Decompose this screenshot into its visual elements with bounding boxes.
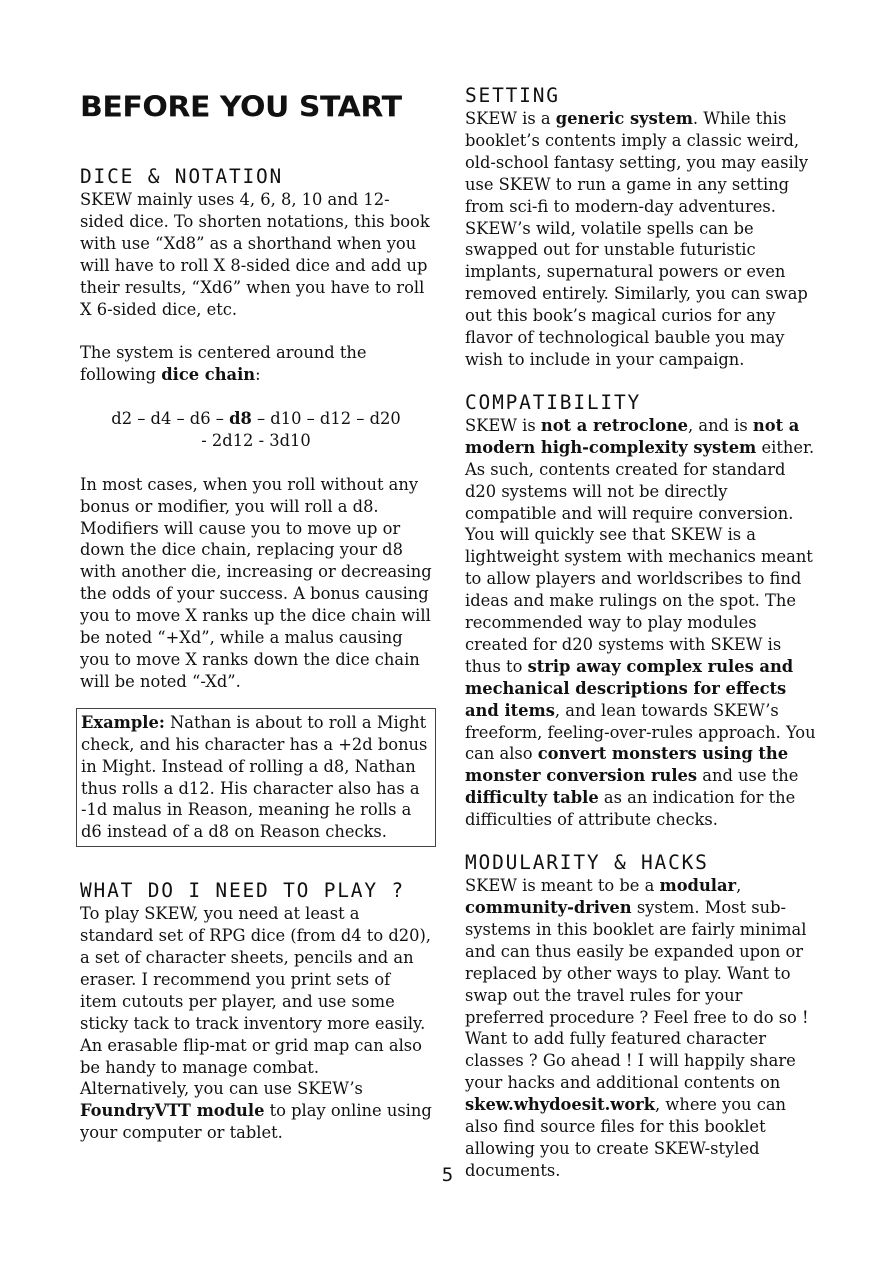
text-run: to play online using your computer or tablet. bbox=[80, 1101, 432, 1143]
text-run: system. Most sub-systems in this booklet are fairly minimal and can thus easily be expanded upon or replaced by other ways to play. Want to swap out the travel rules for your preferred procedure ? Feel free to do so ! Want to add fully featured character classes ? Go ahead ! I will happily share your hacks and additional contents on bbox=[465, 898, 809, 1093]
text-run: , and is bbox=[688, 415, 753, 435]
website-link-text: skew.whydoesit.work bbox=[465, 1095, 656, 1115]
text-run: To play SKEW, you need at least a standard set of RPG dice (from d4 to d20), a set of character sheets, pencils and an eraser. I recommend you print sets of item cutouts per player, and use some sticky tack to track inventory more easily. An erasable flip-mat or grid map can also be handy to manage combat. Alternatively, you can use SKEW’s bbox=[80, 904, 431, 1099]
bold-term: modular bbox=[659, 876, 737, 896]
modularity-paragraph bbox=[465, 875, 817, 1182]
bold-term: not a retroclone bbox=[540, 415, 689, 435]
page-title: BEFORE YOU START bbox=[80, 90, 402, 125]
text-run: . While this booklet’s contents imply a classic weird, old-school fantasy setting, you may easily use SKEW to run a game in any setting from sci-fi to modern-day adventures. SKEW’s wild, volatile spells can be swapped out for unstable futuristic implants, supernatural powers or even removed entirely. Similarly, you can swap out this book’s magical curios for any flavor of technological bauble you may wish to include in your campaign. bbox=[465, 109, 809, 369]
bold-term: d8 bbox=[229, 409, 252, 429]
page-number: 5 bbox=[441, 1164, 454, 1186]
bold-term: community-driven bbox=[465, 898, 632, 917]
text-run: SKEW is bbox=[465, 415, 541, 435]
dice-notation-heading: DICE & NOTATION bbox=[80, 165, 284, 188]
bold-term: not a modern high-complexity system bbox=[465, 415, 800, 457]
text-run: d2 – d4 – d6 – bbox=[111, 409, 230, 429]
bold-term: dice chain bbox=[161, 365, 256, 385]
bold-term: difficulty table bbox=[465, 788, 599, 808]
what-do-i-need-heading: WHAT DO I NEED TO PLAY ? bbox=[80, 879, 405, 903]
need-paragraph bbox=[80, 903, 432, 1144]
setting-heading: SETTING bbox=[465, 84, 560, 107]
text-run: Nathan is about to roll a Might check, and his character has a +2d bonus in Might. Instead of rolling a d8, Nathan thus rolls a d12. His character also has a -1d malus in Reason, meaning he rolls a d6 instead of a d8 on Reason checks. bbox=[81, 712, 428, 842]
text-run: either. As such, contents created for standard d20 systems will not be directly compatible and will require conversion. You will quickly see that SKEW is a lightweight system with mechanics meant to allow players and worldscribes to find ideas and make rulings on the spot. The recommended way to play modules created for d20 systems with SKEW is thus to bbox=[465, 437, 815, 676]
compatibility-heading: COMPATIBILITY bbox=[465, 390, 642, 414]
text-run: as an indication for the difficulties of attribute checks. bbox=[465, 788, 796, 830]
dice-chain-line-1 bbox=[80, 408, 432, 430]
dice-paragraph-3: In most cases, when you roll without any bonus or modifier, you will roll a d8. Modifiers will cause you to move up or down the dice chain, replacing your d8 with another die, increasing or decreasing the odds of your success. A bonus causing you to move X ranks up the dice chain will be noted “+Xd”, while a malus causing you to move X ranks down the dice chain will be noted “-Xd”. bbox=[80, 474, 432, 691]
dice-chain-line-2: - 2d12 - 3d10 bbox=[201, 430, 311, 450]
text-run: – d10 – d12 – d20 bbox=[251, 409, 401, 429]
right-column bbox=[465, 84, 817, 1182]
example-box bbox=[76, 708, 436, 847]
modularity-heading: MODULARITY & HACKS bbox=[465, 851, 709, 875]
text-run: , where you can also find source files for this booklet allowing you to create SKEW-styled documents. bbox=[465, 1095, 787, 1180]
bold-term: strip away complex rules and mechanical descriptions for effects and items bbox=[465, 656, 794, 720]
bold-term: convert monsters using the monster conversion rules bbox=[465, 744, 789, 786]
left-column bbox=[80, 84, 432, 1144]
text-run: SKEW is meant to be a bbox=[465, 876, 660, 896]
dice-paragraph-1: SKEW mainly uses 4, 6, 8, 10 and 12-sided dice. To shorten notations, this book with use “Xd8” as a shorthand when you will have to roll X 8-sided dice and add up their results, “Xd6” when you have to roll X 6-sided dice, etc. bbox=[80, 190, 430, 319]
text-run: and use the bbox=[697, 766, 799, 786]
text-run: SKEW is a bbox=[465, 109, 556, 128]
compatibility-paragraph bbox=[465, 415, 817, 831]
example-text bbox=[81, 712, 429, 843]
text-run: : bbox=[255, 365, 261, 385]
bold-term: FoundryVTT module bbox=[80, 1101, 265, 1121]
bold-term: generic system bbox=[555, 109, 693, 128]
text-run: The system is centered around the following bbox=[80, 343, 367, 385]
text-run: , bbox=[736, 876, 742, 896]
dice-paragraph-2 bbox=[80, 342, 432, 386]
setting-paragraph bbox=[465, 108, 817, 371]
text-run: , and lean towards SKEW’s freeform, feeling-over-rules approach. You can also bbox=[465, 700, 816, 764]
example-label: Example: bbox=[81, 712, 165, 732]
